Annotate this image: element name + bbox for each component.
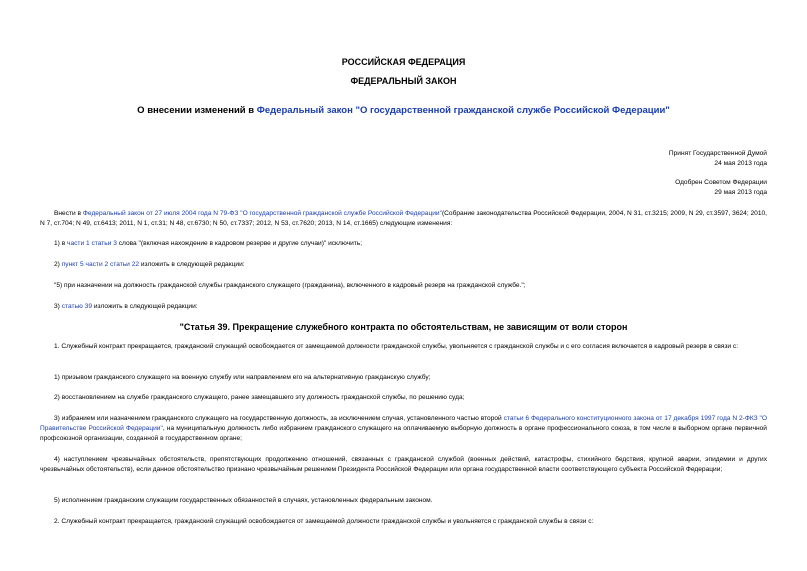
- subitem-3-link[interactable]: статьи 6 Федерального конституционного закона от 17 декабря 1997 года N 2-ФКЗ "О Правительстве Российской Федерации": [40, 415, 768, 432]
- article-subitem-1: 1) призывом гражданского служащего на военную службу или направлением его на альтернативную гражданскую службу;: [54, 374, 431, 381]
- article-part-1: 1. Служебный контракт прекращается, гражданский служащий освобождается от замещаемой должности гражданской службы, увольняется с гражданской службы и с его согласия включается в кадровый резерв в связи с:: [54, 343, 739, 350]
- article-subitem-5: 5) исполнением гражданским служащим государственных обязанностей в случаях, установленных федеральным законом.: [54, 497, 433, 504]
- item-2: [40, 260, 767, 270]
- country-heading: РОССИЙСКАЯ ФЕДЕРАЦИЯ: [341, 57, 466, 67]
- law-title-link[interactable]: Федеральный закон "О государственной гражданской службе Российской Федерации": [256, 105, 670, 116]
- item-3-prefix: 3): [54, 303, 62, 310]
- item-3: [40, 302, 767, 312]
- item-3-link[interactable]: статью 39: [61, 303, 93, 310]
- item-2-prefix: 2): [54, 261, 62, 268]
- duma-adoption-date: 24 мая 2013 года: [714, 160, 767, 167]
- intro-paragraph: [40, 209, 767, 229]
- law-title: [0, 105, 807, 116]
- duma-adoption-label: Принят Государственной Думой: [668, 150, 767, 157]
- article-subitem-2: 2) восстановлением на службе гражданского служащего, ранее замещавшего эту должность гражданской службы, по решению суда;: [54, 394, 465, 401]
- article-39-heading: "Статья 39. Прекращение служебного контракта по обстоятельствам, не зависящим от воли сторон: [179, 322, 628, 332]
- item-1-part-link[interactable]: части 1: [67, 240, 90, 247]
- article-subitem-4: 4) наступлением чрезвычайных обстоятельств, препятствующих продолжению отношений, связанных с гражданской службой (военных действий, катастрофы, стихийного бедствия, крупной аварии, эпидемии и других чрезвычайных обстоятельств), если данное обстоятельство признано чрезвычайным решением Президента Российской Федерации или органа государственной власти соответствующего субъекта Российской Федерации;: [40, 456, 767, 473]
- item-1-article-link[interactable]: статьи 3: [91, 240, 117, 247]
- item-2-link[interactable]: пункт 5 части 2 статьи 22: [61, 261, 140, 268]
- council-approval-label: Одобрен Советом Федерации: [675, 179, 767, 186]
- item-2-quote: "5) при назначении на должность гражданской службы гражданского служащего (гражданина), включенного в кадровый резерв на гражданской службе.";: [54, 282, 526, 289]
- intro-prefix: Внести в: [54, 210, 83, 217]
- intro-law-link[interactable]: Федеральный закон от 27 июля 2004 года N 79-ФЗ "О государственной гражданской службе Российской Федерации": [82, 210, 442, 217]
- duma-adoption: [669, 149, 767, 169]
- article-subitem-3: [40, 414, 767, 444]
- item-3-suffix: изложить в следующей редакции:: [92, 303, 198, 310]
- item-1-prefix: 1) в: [54, 240, 68, 247]
- intro-suffix: (Собрание законодательства Российской Федерации, 2004, N 31, ст.3215; 2009, N 29, ст.3597, 3624; 2010, N 7, ст.704; N 49, ст.6413; 2011, N 1, ст.31; N 48, ст.6730; N 50, ст.7337; 2012, N 53, ст.7620; 2013, N 14, ст.1665) следующие изменения:: [40, 210, 767, 227]
- subitem-3-prefix: 3) избранием или назначением гражданского служащего на государственную должность, за исключением случая, установленного частью второй: [54, 415, 504, 422]
- council-approval: [675, 178, 767, 198]
- item-1: [40, 239, 767, 249]
- council-approval-date: 29 мая 2013 года: [714, 189, 767, 196]
- article-part-2: 2. Служебный контракт прекращается, гражданский служащий освобождается от замещаемой должности гражданской службы и увольняется с гражданской службы в связи с:: [54, 518, 594, 525]
- law-type-heading: ФЕДЕРАЛЬНЫЙ ЗАКОН: [350, 76, 457, 86]
- subitem-3-suffix: , на муниципальную должность либо избранием гражданского служащего на оплачиваемую выборную должность в органе профессионального союза, в том числе в выборном органе первичной профсоюзной организации, созданной в государственном органе;: [40, 425, 767, 442]
- item-2-suffix: изложить в следующей редакции:: [139, 261, 245, 268]
- item-1-suffix: слова "(включая нахождение в кадровом резерве и другие случаи)" исключить;: [116, 240, 363, 247]
- law-title-prefix: О внесении изменений в: [137, 105, 257, 116]
